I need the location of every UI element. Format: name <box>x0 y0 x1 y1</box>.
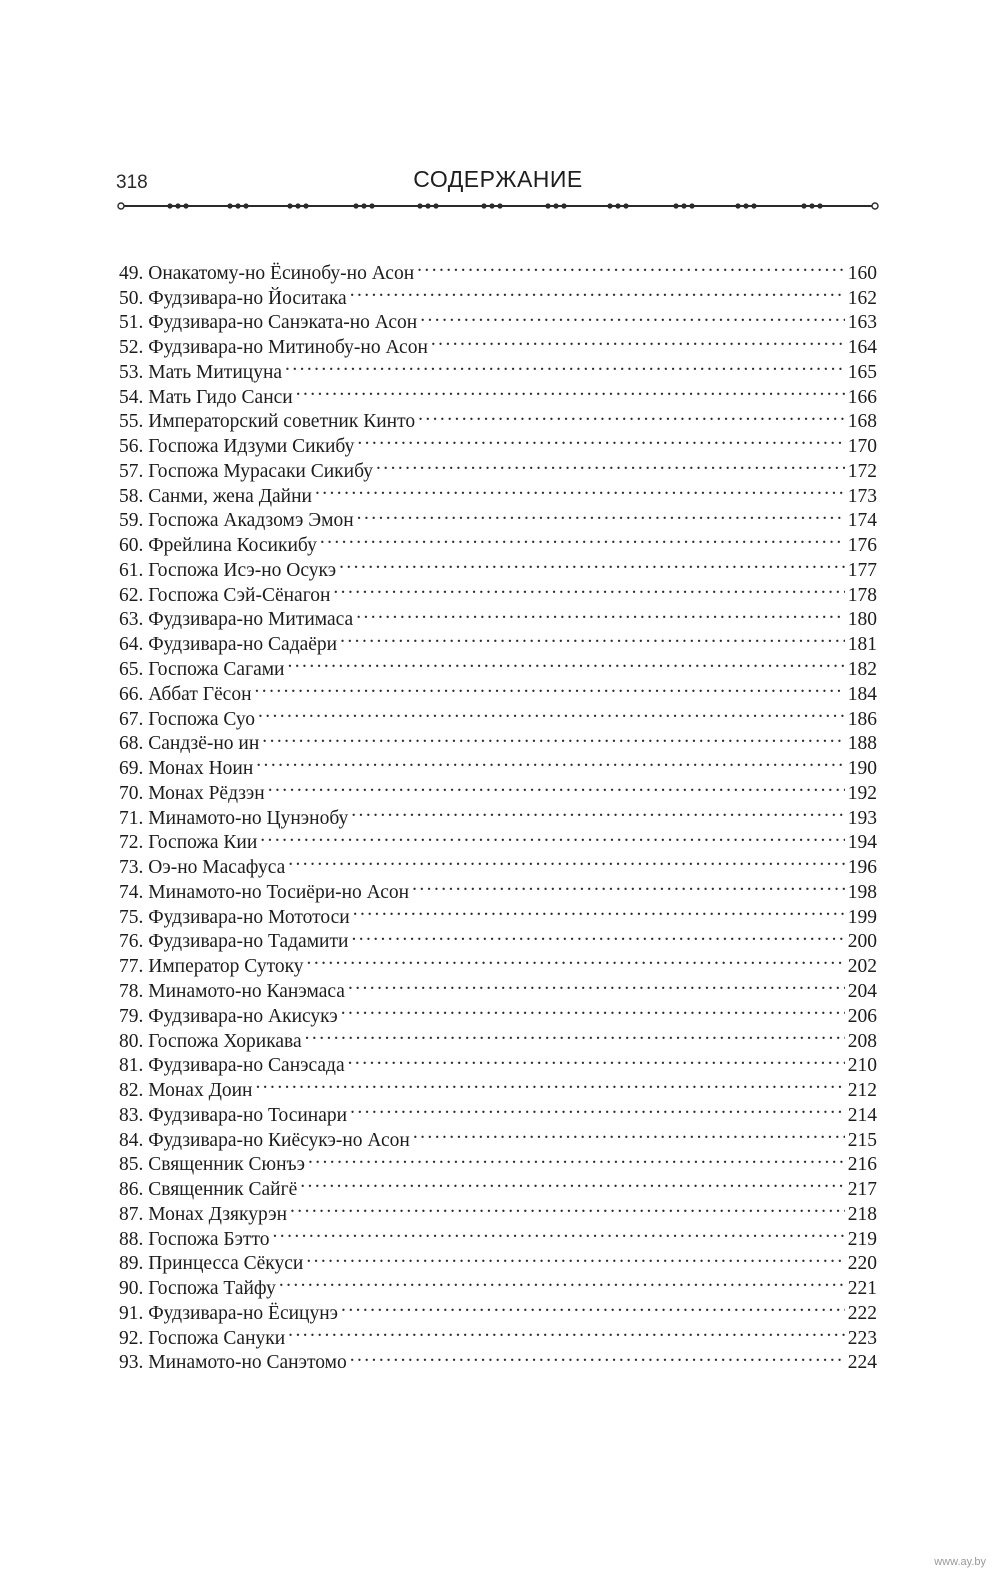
dot-leader <box>288 848 845 873</box>
toc-entry-page-number: 184 <box>847 683 877 705</box>
dot-leader <box>288 650 845 675</box>
toc-entry-page-number: 168 <box>847 411 877 433</box>
toc-entry-page-number: 224 <box>847 1352 877 1374</box>
toc-entry-page-number: 170 <box>847 436 877 458</box>
toc-entry-title: 73. Оэ-но Масафуса <box>119 857 286 879</box>
dot-leader <box>357 502 845 527</box>
toc-entry-page-number: 210 <box>847 1055 877 1077</box>
toc-entry-page-number: 196 <box>847 857 877 879</box>
toc-entry-title: 69. Монах Ноин <box>119 758 254 780</box>
toc-entry-title: 55. Императорский советник Кинто <box>119 411 416 433</box>
toc-entry-title: 72. Госпожа Кии <box>119 832 258 854</box>
toc-entry-page-number: 165 <box>847 361 877 383</box>
dot-leader <box>268 774 845 799</box>
dot-leader <box>350 279 845 304</box>
toc-entry-title: 58. Санми, жена Дайни <box>119 485 312 507</box>
toc-entry-title: 51. Фудзивара-но Санэката-но Асон <box>119 312 418 334</box>
dot-leader <box>376 452 845 477</box>
dot-leader <box>256 749 844 774</box>
toc-entry-title: 54. Мать Гидо Санси <box>119 386 293 408</box>
toc-entry-page-number: 198 <box>847 881 877 903</box>
toc-entry-page-number: 176 <box>847 535 877 557</box>
toc-entry-page-number: 216 <box>847 1154 877 1176</box>
dot-leader <box>288 1319 845 1344</box>
toc-entry-page-number: 214 <box>847 1104 877 1126</box>
toc-entry-title: 59. Госпожа Акадзомэ Эмон <box>119 510 354 532</box>
ornamental-divider <box>116 200 880 212</box>
dot-leader <box>255 675 845 700</box>
toc-entry-page-number: 163 <box>847 312 877 334</box>
toc-entry-title: 79. Фудзивара-но Акисукэ <box>119 1005 338 1027</box>
toc-entry-title: 82. Монах Доин <box>119 1080 253 1102</box>
toc-entry-page-number: 223 <box>847 1327 877 1349</box>
toc-entry-page-number: 182 <box>847 659 877 681</box>
page-title: СОДЕРЖАНИЕ <box>413 166 583 192</box>
toc-entry-title: 83. Фудзивара-но Тосинари <box>119 1104 348 1126</box>
dot-leader <box>413 1121 845 1146</box>
toc-entry-page-number: 200 <box>847 931 877 953</box>
dot-leader <box>260 824 844 849</box>
toc-entry-title: 56. Госпожа Идзуми Сикибу <box>119 436 355 458</box>
dot-leader <box>412 873 845 898</box>
dot-leader <box>431 328 845 353</box>
toc-entry-page-number: 208 <box>847 1030 877 1052</box>
toc-entry-title: 66. Аббат Гёсон <box>119 683 252 705</box>
toc-entry-title: 53. Мать Митицуна <box>119 361 283 383</box>
dot-leader <box>333 576 844 601</box>
toc-entry-title: 80. Госпожа Хорикава <box>119 1030 302 1052</box>
toc-entry-page-number: 190 <box>847 758 877 780</box>
dot-leader <box>258 700 845 725</box>
dot-leader <box>351 923 844 948</box>
dot-leader <box>417 254 845 279</box>
page-header <box>116 166 880 212</box>
dot-leader <box>350 1096 845 1121</box>
toc-entry-page-number: 193 <box>847 807 877 829</box>
dot-leader <box>340 625 845 650</box>
toc-entry-title: 60. Фрейлина Косикибу <box>119 535 317 557</box>
toc-entry-page-number: 164 <box>847 337 877 359</box>
dot-leader <box>351 799 844 824</box>
toc-entry-page-number: 173 <box>847 485 877 507</box>
dot-leader <box>256 1071 845 1096</box>
toc-entry-title: 92. Госпожа Сануки <box>119 1327 286 1349</box>
dot-leader <box>339 551 845 576</box>
table-of-contents <box>119 254 877 1374</box>
dot-leader <box>353 898 845 923</box>
dot-leader <box>350 1344 845 1369</box>
toc-entry-page-number: 188 <box>847 733 877 755</box>
toc-entry-page-number: 222 <box>847 1302 877 1324</box>
toc-entry-page-number: 215 <box>847 1129 877 1151</box>
toc-entry-title: 85. Священник Сюнъэ <box>119 1154 305 1176</box>
toc-entry-title: 74. Минамото-но Тосиёри-но Асон <box>119 881 410 903</box>
toc-entry-title: 81. Фудзивара-но Санэсада <box>119 1055 345 1077</box>
toc-entry <box>119 254 877 284</box>
dot-leader <box>315 477 845 502</box>
toc-entry-page-number: 172 <box>847 460 877 482</box>
dot-leader <box>341 997 845 1022</box>
dot-leader <box>357 427 844 452</box>
toc-entry-page-number: 181 <box>847 634 877 656</box>
dot-leader <box>348 972 845 997</box>
toc-entry-page-number: 219 <box>847 1228 877 1250</box>
toc-entry-title: 88. Госпожа Бэтто <box>119 1228 270 1250</box>
dot-leader <box>296 378 845 403</box>
toc-entry-title: 50. Фудзивара-но Йоситака <box>119 287 347 309</box>
dot-leader <box>305 1022 845 1047</box>
dot-leader <box>279 1269 845 1294</box>
toc-entry-page-number: 166 <box>847 386 877 408</box>
toc-entry-page-number: 212 <box>847 1080 877 1102</box>
toc-entry-page-number: 199 <box>847 906 877 928</box>
dot-leader <box>307 947 845 972</box>
dot-leader <box>285 353 845 378</box>
dot-leader <box>308 1146 845 1171</box>
dot-leader <box>341 1294 845 1319</box>
toc-entry-title: 75. Фудзивара-но Мототоси <box>119 906 350 928</box>
dot-leader <box>320 526 845 551</box>
toc-entry-page-number: 204 <box>847 980 877 1002</box>
toc-entry-page-number: 221 <box>847 1278 877 1300</box>
watermark: www.ay.by <box>934 1556 986 1568</box>
toc-entry-page-number: 160 <box>847 262 877 284</box>
dot-leader <box>418 403 845 428</box>
toc-entry-page-number: 180 <box>847 609 877 631</box>
toc-entry-title: 77. Император Сутоку <box>119 956 304 978</box>
toc-entry-page-number: 186 <box>847 708 877 730</box>
toc-entry-title: 89. Принцесса Сёкуси <box>119 1253 304 1275</box>
dot-leader <box>262 725 844 750</box>
toc-entry-title: 68. Сандзё-но ин <box>119 733 260 755</box>
toc-entry-title: 49. Онакатому-но Ёсинобу-но Асон <box>119 262 415 284</box>
toc-entry-page-number: 178 <box>847 584 877 606</box>
toc-entry-title: 62. Госпожа Сэй-Сёнагон <box>119 584 331 606</box>
toc-entry-title: 67. Госпожа Суо <box>119 708 255 730</box>
toc-entry-title: 61. Госпожа Исэ-но Осукэ <box>119 559 337 581</box>
toc-entry-title: 64. Фудзивара-но Садаёри <box>119 634 338 656</box>
toc-entry-title: 57. Госпожа Мурасаки Сикибу <box>119 460 374 482</box>
toc-entry-page-number: 162 <box>847 287 877 309</box>
toc-entry-title: 71. Минамото-но Цунэнобу <box>119 807 349 829</box>
toc-entry-page-number: 206 <box>847 1005 877 1027</box>
toc-entry-page-number: 174 <box>847 510 877 532</box>
toc-entry-title: 93. Минамото-но Санэтомо <box>119 1352 347 1374</box>
dot-leader <box>420 304 845 329</box>
toc-entry-title: 91. Фудзивара-но Ёсицунэ <box>119 1302 339 1324</box>
dot-leader <box>273 1220 845 1245</box>
toc-entry-title: 90. Госпожа Тайфу <box>119 1278 276 1300</box>
toc-entry-page-number: 192 <box>847 782 877 804</box>
toc-entry-page-number: 220 <box>847 1253 877 1275</box>
dot-leader <box>356 601 845 626</box>
toc-entry-title: 70. Монах Рёдзэн <box>119 782 265 804</box>
dot-leader <box>290 1195 845 1220</box>
toc-entry-page-number: 218 <box>847 1203 877 1225</box>
toc-entry-title: 65. Госпожа Сагами <box>119 659 285 681</box>
toc-entry-title: 52. Фудзивара-но Митинобу-но Асон <box>119 337 428 359</box>
toc-entry-title: 86. Священник Сайгё <box>119 1179 298 1201</box>
dot-leader <box>306 1245 844 1270</box>
dot-leader <box>300 1170 844 1195</box>
toc-entry-title: 87. Монах Дзякурэн <box>119 1203 288 1225</box>
toc-entry-page-number: 177 <box>847 559 877 581</box>
toc-entry-title: 76. Фудзивара-но Тадамити <box>119 931 349 953</box>
toc-entry-title: 84. Фудзивара-но Киёсукэ-но Асон <box>119 1129 410 1151</box>
page-number: 318 <box>116 172 148 193</box>
toc-entry-page-number: 217 <box>847 1179 877 1201</box>
dot-leader <box>348 1047 845 1072</box>
toc-entry-title: 63. Фудзивара-но Митимаса <box>119 609 354 631</box>
toc-entry-page-number: 202 <box>847 956 877 978</box>
toc-entry-title: 78. Минамото-но Канэмаса <box>119 980 345 1002</box>
toc-entry-page-number: 194 <box>847 832 877 854</box>
